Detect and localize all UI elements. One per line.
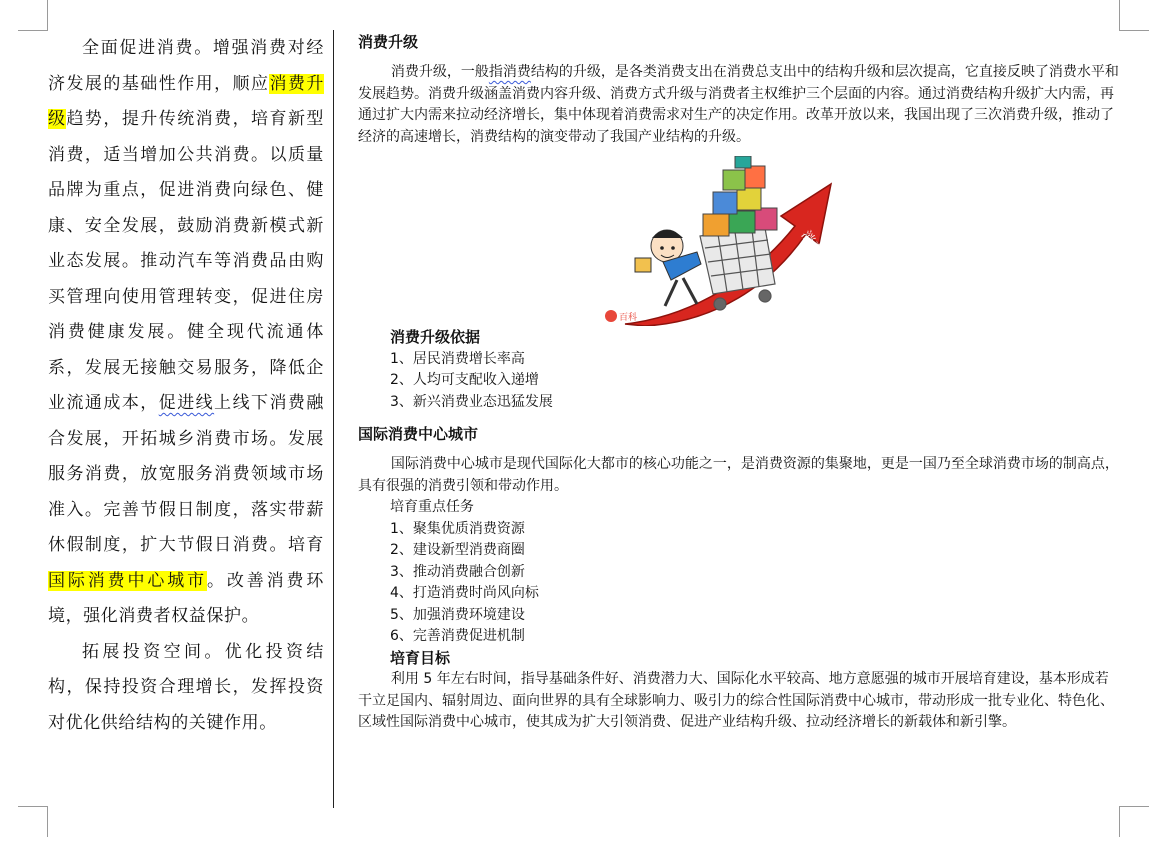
text-run: 结构的升级，是各类消费支出在消费总支出中的结构升级和层次提高，它直接反映了消费水平和发展趋势。消费升级涵盖消费内容升级、消费方式升级与消费者主权维护三个层面的内容。通过消费结构升级扩大内需，再通过扩大内需来拉动经济增长，集中体现着消费需求对生产的决定作用。改革开放以来，我国出现了三次消费升级，推动了经济的高速增长，消费结构的演变带动了我国产业结构的升级。 xyxy=(358,64,1119,145)
consumption-upgrade-illustration xyxy=(605,156,857,326)
task-item: 5、加强消费环境建设 xyxy=(390,606,525,623)
crop-mark-bottom-left xyxy=(18,806,48,837)
left-column xyxy=(48,31,324,741)
right-column xyxy=(358,31,1122,734)
text-run: 全面促进消费。增强消费对经济发展的基础性作用，顺应 xyxy=(48,38,324,94)
crop-mark-top-left xyxy=(18,0,48,31)
text-run: 上线下消费融合发展，开拓城乡消费市场。发展服务消费，放宽服务消费领域市场准入。完善节假日制度，落实带薪休假制度，扩大节假日消费。培育 xyxy=(48,393,324,555)
task-item: 2、建设新型消费商圈 xyxy=(390,542,525,558)
basis-title: 消费升级依据 xyxy=(390,328,481,346)
goal-paragraph[interactable]: 利用 5 年左右时间，指导基础条件好、消费潜力大、国际化水平较高、地方意愿强的城市开展培育建设，基本形成若干立足国内、辐射周边、面向世界的具有全球影响力、吸引力的综合性国际消费中心城市，带动形成一批专业化、特色化、区域性国际消费中心城市，使其成为扩大引领消费、促进产业结构升级、拉动经济增长的新载体和新引擎。 xyxy=(358,671,1114,730)
arrow-label: 消费升级 xyxy=(797,228,838,281)
illustration-watermark: 百科 xyxy=(619,313,638,323)
intro-paragraph[interactable] xyxy=(358,62,1122,148)
heading-consumption-upgrade: 消费升级 xyxy=(358,33,419,51)
crop-mark-bottom-right xyxy=(1119,806,1149,837)
basis-item: 2、人均可支配收入递增 xyxy=(390,372,539,388)
column-divider xyxy=(333,30,334,808)
tasks-title: 培育重点任务 xyxy=(390,499,474,515)
crop-mark-top-right xyxy=(1119,0,1149,31)
text-run: 趋势，提升传统消费，培育新型消费，适当增加公共消费。以质量品牌为重点，促进消费向绿色、健康、安全发展，鼓励消费新模式新业态发展。推动汽车等消费品由购买管理向使用管理转变，促进住房消费健康发展。健全现代流通体系，发展无接触交易服务，降低企业流通成本， xyxy=(48,109,324,413)
goal-title: 培育目标 xyxy=(390,648,451,667)
task-item: 4、打造消费时尚风向标 xyxy=(390,585,539,601)
basis-item: 1、居民消费增长率高 xyxy=(390,350,525,367)
text-run: 。改善消费环境，强化消费者权益保护。 xyxy=(48,570,324,626)
spellcheck-underline: 指消费 xyxy=(488,64,531,80)
consumption-paragraph[interactable] xyxy=(48,31,324,635)
city-intro-paragraph[interactable]: 国际消费中心城市是现代国际化大都市的核心功能之一，是消费资源的集聚地，更是一国乃至全球消费市场的制高点，具有很强的消费引领和带动作用。 xyxy=(358,456,1119,494)
investment-paragraph[interactable]: 拓展投资空间。优化投资结构，保持投资合理增长，发挥投资对优化供给结构的关键作用。 xyxy=(48,641,324,733)
spellcheck-underline: 促进线 xyxy=(158,393,215,413)
task-item: 3、推动消费融合创新 xyxy=(390,563,525,580)
task-item: 6、完善消费促进机制 xyxy=(390,628,525,644)
highlight-intl-consumption-center: 国际消费中心城市 xyxy=(48,570,208,591)
highlight-consumption-upgrade: 消费升级 xyxy=(48,73,324,129)
task-item: 1、聚集优质消费资源 xyxy=(390,520,525,537)
heading-intl-consumption-center: 国际消费中心城市 xyxy=(358,425,479,443)
basis-item: 3、新兴消费业态迅猛发展 xyxy=(390,393,553,410)
text-run: 消费升级，一般 xyxy=(390,64,489,80)
